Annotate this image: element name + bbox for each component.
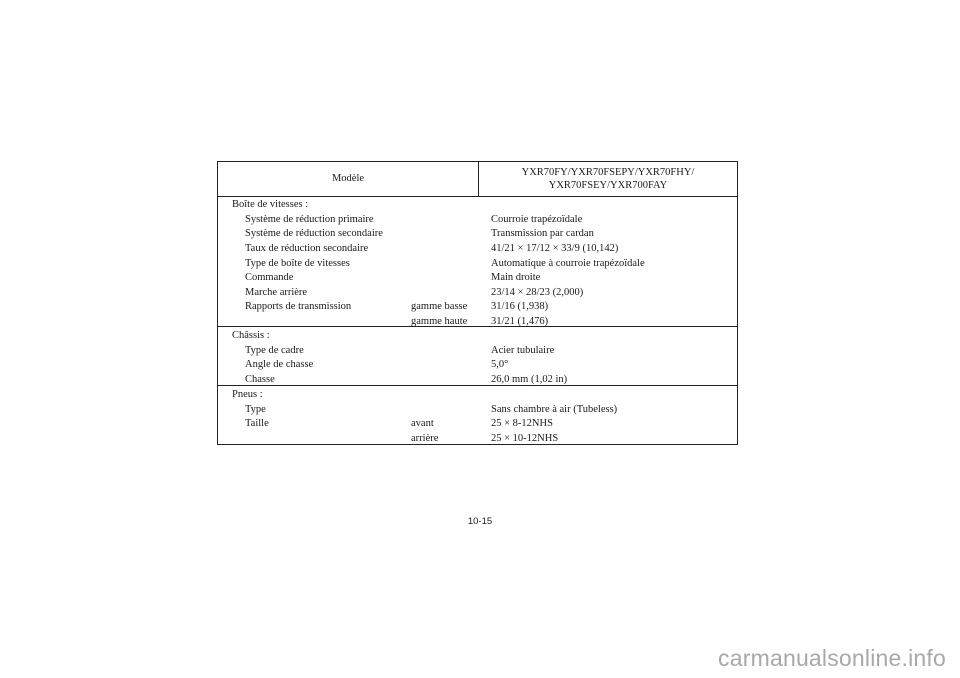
row-value: 31/16 (1,938) <box>491 301 549 312</box>
table-row <box>218 285 737 300</box>
row-sublabel: gamme basse <box>411 301 468 312</box>
table-row <box>218 299 737 314</box>
row-value: Transmission par cardan <box>491 228 594 239</box>
table-row <box>218 226 737 241</box>
section-title: Pneus : <box>232 389 263 400</box>
section-tires <box>218 386 737 444</box>
watermark: carmanualsonline.info <box>718 645 946 671</box>
model-value <box>479 166 737 192</box>
table-row <box>218 212 737 227</box>
row-value: 5,0° <box>491 359 509 370</box>
row-value: 25 × 10-12NHS <box>491 433 559 444</box>
section-title-row <box>218 197 737 212</box>
spec-table <box>217 161 738 445</box>
model-label: Modèle <box>331 173 365 184</box>
model-line-2: YXR70FSEY/YXR700FAY <box>548 180 668 191</box>
section-title-row <box>218 328 737 343</box>
row-label: Rapports de transmission <box>245 301 352 312</box>
section-chassis <box>218 327 737 386</box>
row-label: Commande <box>245 272 294 283</box>
table-row <box>218 431 737 446</box>
section-title: Boîte de vitesses : <box>232 199 309 210</box>
row-value: Main droite <box>491 272 541 283</box>
row-value: 41/21 × 17/12 × 33/9 (10,142) <box>491 243 619 254</box>
table-header <box>218 162 737 197</box>
row-value: Acier tubulaire <box>491 345 555 356</box>
row-label: Taille <box>245 418 269 429</box>
table-row <box>218 270 737 285</box>
row-label: Angle de chasse <box>245 359 314 370</box>
row-label: Taux de réduction secondaire <box>245 243 369 254</box>
row-value: 26,0 mm (1,02 in) <box>491 374 568 385</box>
row-sublabel: avant <box>411 418 434 429</box>
page-number: 10-15 <box>467 516 493 527</box>
row-value: 31/21 (1,476) <box>491 316 549 327</box>
section-title-row <box>218 387 737 402</box>
table-row <box>218 256 737 271</box>
table-row <box>218 372 737 387</box>
row-value: Sans chambre à air (Tubeless) <box>491 404 618 415</box>
row-label: Type de cadre <box>245 345 304 356</box>
row-label: Chasse <box>245 374 275 385</box>
row-label: Système de réduction secondaire <box>245 228 383 239</box>
row-sublabel: gamme haute <box>411 316 468 327</box>
row-value: Courroie trapézoïdale <box>491 214 583 225</box>
table-row <box>218 357 737 372</box>
table-row <box>218 241 737 256</box>
section-gearbox <box>218 196 737 327</box>
row-value: 23/14 × 28/23 (2,000) <box>491 287 584 298</box>
section-title: Châssis : <box>232 330 270 341</box>
table-row <box>218 416 737 431</box>
row-label: Type de boîte de vitesses <box>245 258 350 269</box>
table-row <box>218 402 737 417</box>
row-label: Système de réduction primaire <box>245 214 374 225</box>
row-sublabel: arrière <box>411 433 439 444</box>
model-line-1: YXR70FY/YXR70FSEPY/YXR70FHY/ <box>521 167 695 178</box>
row-value: Automatique à courroie trapézoïdale <box>491 258 645 269</box>
table-row <box>218 343 737 358</box>
row-label: Type <box>245 404 266 415</box>
row-value: 25 × 8-12NHS <box>491 418 553 429</box>
row-label: Marche arrière <box>245 287 308 298</box>
